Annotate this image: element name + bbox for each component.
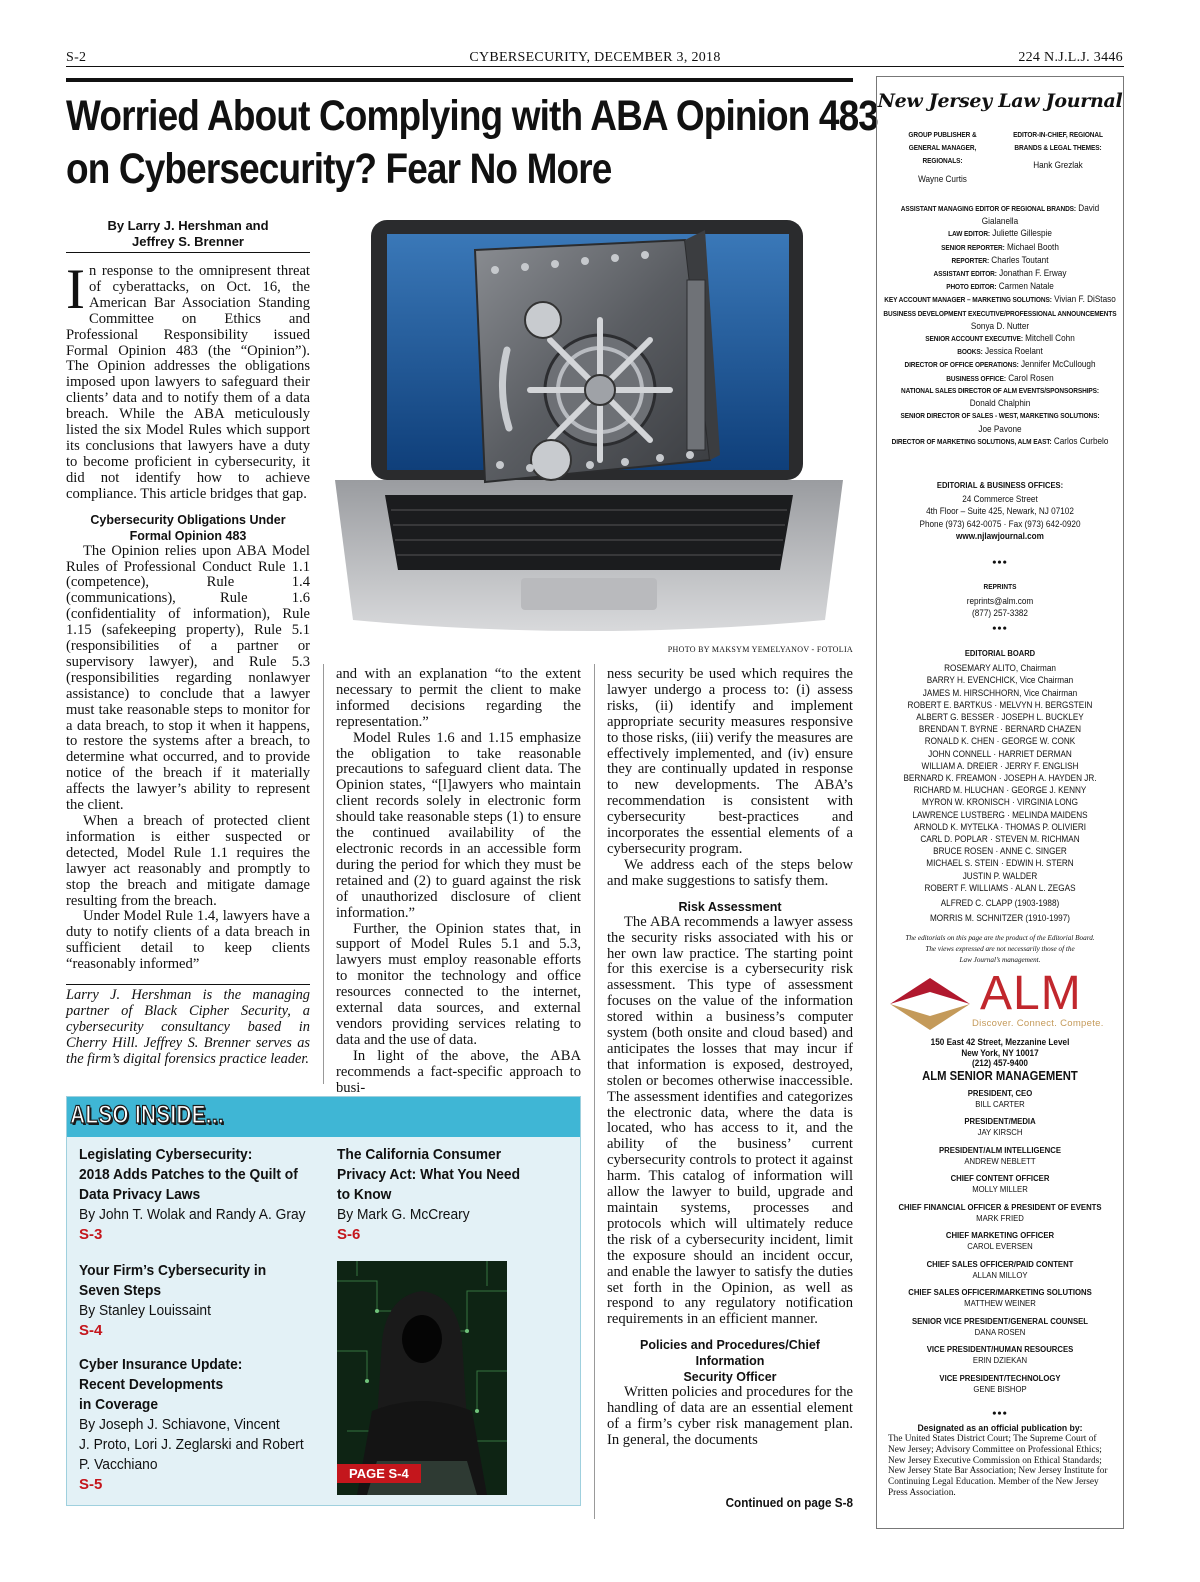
mgmt-role: CHIEF CONTENT OFFICER	[950, 1173, 1050, 1183]
management-list	[879, 1081, 1120, 1395]
also-item-title: Legislating Cybersecurity:	[79, 1146, 253, 1163]
drop-cap: I	[66, 258, 85, 321]
paragraph: Model Rules 1.6 and 1.15 emphasize the obligation to take reasonable precautions to safeguard client data. The Opinion states, “[l]awyers who maintain client records solely in electronic form should take reasonable steps (1) to ensure the continued availability of the electronic records in an accessible form during the period for which they must be retained and (2) to guard against the risk of unauthorized disclosure of client information.”	[336, 729, 581, 921]
mgmt-role: PRESIDENT, CEO	[967, 1087, 1033, 1098]
also-item-title: Your Firm’s Cybersecurity in	[79, 1262, 267, 1279]
also-item-title: Privacy Act: What You Need	[337, 1166, 521, 1183]
laptop-vault-illustration	[325, 210, 853, 642]
article-column-3	[607, 667, 853, 1485]
also-inside-title: ALSO INSIDE...	[70, 1101, 225, 1129]
page-tag: PAGE S-4	[337, 1464, 421, 1483]
official-text: The United States District Court; The Supreme Court of New Jersey; Advisory Committee on Professional Ethics; New Jersey Executive Commission on Ethical Standards; New Jersey State Bar Association; New Jersey Institute for Continuing Legal Education. Member of the New Jersey Press Association.	[888, 1434, 1108, 1498]
board-member: BRENDAN T. BYRNE · BERNARD CHAZEN	[918, 724, 1082, 735]
mgmt-role: VICE PRESIDENT/HUMAN RESOURCES	[926, 1344, 1074, 1354]
bio-rule	[66, 984, 310, 985]
role: BRANDS & LEGAL THEMES:	[1014, 143, 1102, 153]
byline-line-2: Jeffrey S. Brenner	[132, 234, 244, 249]
article-column-2	[336, 666, 581, 1096]
continued-link[interactable]: Continued on page S-8	[725, 1495, 853, 1510]
name: Wayne Curtis	[918, 173, 967, 184]
also-item-author: By Joseph J. Schiavone, Vincent	[79, 1416, 280, 1433]
subhead-obligations-1: Cybersecurity Obligations Under	[90, 512, 286, 527]
subhead-obligations-2: Formal Opinion 483	[129, 528, 247, 543]
also-item-page: S-5	[79, 1476, 103, 1493]
paragraph: The Opinion relies upon ABA Model Rules of Professional Conduct Rule 1.1 (competence), Rule 1.4 (communications), Rule 1.6 (confidentiality of information), Rule 1.15 (safekeeping property), Rule 5.1 (responsibilities of a partner or supervisory lawyer), and Rule 5.3 (responsibilities regarding nonlawyer assistance) to conclude that a lawyer must take reasonable steps to monitor for a data breach, to stop it when it happens, to restore the systems after a breach, to determine what occurred, and to provide notice of the breach if it materially affects the lawyer’s ability to represent the client.	[66, 542, 310, 814]
also-item-title: The California Consumer	[337, 1146, 502, 1163]
mgmt-name: GENE BISHOP	[973, 1383, 1027, 1394]
volume-ref: 224 N.J.L.J. 3446	[1018, 50, 1123, 65]
board-member: ALBERT G. BESSER · JOSEPH L. BUCKLEY	[916, 712, 1084, 723]
subhead-risk-assessment: Risk Assessment	[678, 899, 782, 914]
keyboard	[385, 495, 793, 570]
paragraph: In light of the above, the ABA recommends a fact-specific approach to busi-	[336, 1047, 581, 1096]
byline-rule	[66, 252, 310, 253]
board-member: BERNARD K. FREAMON · JOSEPH A. HAYDEN JR.	[903, 773, 1097, 784]
vault-dial-top	[525, 302, 561, 338]
offices: EDITORIAL & BUSINESS OFFICES: 24 Commerce Street 4th Floor – Suite 425, Newark, NJ 07102 Phone (973) 642-0075 · Fax (973) 642-0920 www.njlawjournal.com	[919, 480, 1081, 541]
name: Hank Grezlak	[1033, 160, 1083, 171]
subhead-policies-1: Policies and Procedures/Chief Information	[640, 1338, 820, 1369]
board-member: ROBERT E. BARTKUS · MELVYN H. BERGSTEIN	[907, 699, 1093, 710]
paragraph: and with an explanation “to the extent necessary to permit the client to make informed decisions regarding the representation.”	[336, 666, 581, 730]
mgmt-role: CHIEF FINANCIAL OFFICER & PRESIDENT OF EVENTS	[898, 1201, 1102, 1212]
byline-line-1: By Larry J. Hershman and	[107, 218, 269, 233]
editorial-board: EDITORIAL BOARD ROSEMARY ALITO, Chairman BARRY H. EVENCHICK, Vice Chairman JAMES M. HIRSCHHORN, Vice Chairman ROBERT E. BARTKUS · MELVYN H. BERGSTEIN ALBERT G. BESSER · JOSEPH L. BUCKLEY BRENDAN T. BYRNE · BERNARD CHAZEN RONALD K. CHEN · GEORGE W. CONK JOHN CONNELL · HARRIET DERMAN WILLIAM A. DREIER · JERRY F. ENGLISH BERNARD K. FREAMON · JOSEPH A. HAYDEN JR. RICHARD M. HLUCHAN · GEORGE J. KENNY MYRON W. KRONISCH · VIRGINIA LONG LAWRENCE LUSTBERG · MELINDA MAIDENS ARNOLD K. MYTELKA · THOMAS P. OLIVIERI CARL D. POPLAR · STEVEN M. RICHMAN BRUCE ROSEN · ANNE C. SINGER MICHAEL S. STEIN · EDWIN H. STERN JUSTIN P. WALDER ROBERT F. WILLIAMS · ALAN L. ZEGAS ALFRED C. CLAPP (1903-1988) MORRIS M. SCHNITZER (1910-1997)	[882, 647, 1118, 924]
role: GROUP PUBLISHER &	[908, 130, 977, 139]
mgmt-role: PRESIDENT/MEDIA	[964, 1116, 1036, 1126]
board-member: JUSTIN P. WALDER	[962, 870, 1038, 881]
mgmt-name: MOLLY MILLER	[972, 1184, 1028, 1194]
hooded-hacker-illustration	[337, 1261, 507, 1495]
mgmt-title: ALM SENIOR MANAGEMENT	[922, 1069, 1078, 1083]
vault-hinge	[687, 280, 705, 450]
also-item-author: By Stanley Louissaint	[79, 1302, 211, 1319]
mgmt-name: CAROL EVERSEN	[967, 1241, 1033, 1251]
also-item-author: P. Vacchiano	[79, 1456, 158, 1473]
board-member: BARRY H. EVENCHICK, Vice Chairman	[926, 675, 1074, 686]
hacker-photo	[337, 1261, 507, 1495]
mgmt-name: DANA ROSEN	[974, 1326, 1026, 1337]
also-item-title: Seven Steps	[79, 1282, 162, 1299]
paragraph: When a breach of protected client information is either suspected or detected, Model Rule 1.1 requires the lawyer act reasonably and promptly to stop the breach and mitigate damage resulting from the breach.	[66, 813, 310, 909]
paragraph: Further, the Opinion states that, in support of Model Rules 5.1 and 5.3, lawyers must employ reasonable efforts to monitor the technology and office resources connected to the internet, external data sources, and external vendors providing services relating to data and the use of data.	[336, 920, 581, 1048]
section-date: CYBERSECURITY, DECEMBER 3, 2018	[469, 50, 721, 65]
board-member: ARNOLD K. MYTELKA · THOMAS P. OLIVIERI	[913, 821, 1087, 832]
role: GENERAL MANAGER, REGIONALS:	[908, 143, 977, 166]
mgmt-role: SENIOR VICE PRESIDENT/GENERAL COUNSEL	[911, 1315, 1089, 1326]
also-item-page: S-3	[79, 1226, 103, 1243]
page-number: S-2	[66, 50, 87, 65]
board-member: JAMES M. HIRSCHHORN, Vice Chairman	[922, 687, 1078, 698]
also-inside-box	[66, 1096, 581, 1506]
role: EDITOR-IN-CHIEF, REGIONAL	[1013, 130, 1103, 139]
mgmt-role: VICE PRESIDENT/TECHNOLOGY	[939, 1372, 1061, 1383]
mgmt-name: MARK FRIED	[976, 1212, 1024, 1223]
mgmt-name: JAY KIRSCH	[977, 1127, 1023, 1137]
mgmt-name: MATTHEW WEINER	[964, 1298, 1036, 1308]
board-member: ROSEMARY ALITO, Chairman	[944, 663, 1056, 674]
headline-line-1: Worried About Complying with ABA Opinion 483	[66, 92, 879, 140]
photo-credit: PHOTO BY MAKSYM YEMELYANOV - FOTOLIA	[667, 645, 853, 654]
sales-list: NATIONAL SALES DIRECTOR OF ALM EVENTS/SPONSORSHIPS: Donald Chalphin SENIOR DIRECTOR OF SALES - WEST, MARKETING SOLUTIONS: Joe Pavone DIRECTOR OF MARKETING SOLUTIONS, ALM EAST: Carlos Curbelo	[891, 386, 1109, 446]
board-member: WILLIAM A. DREIER · JERRY F. ENGLISH	[921, 760, 1079, 771]
also-item-title: Recent Developments	[79, 1376, 224, 1393]
also-item-page: S-4	[79, 1322, 103, 1339]
alm-wordmark: ALM	[980, 967, 1082, 1020]
author-bio: Larry J. Hershman is the managing partner of Black Cipher Security, a cybersecurity consultancy based in Cherry Hill. Jeffrey S. Brenner serves as the firm’s digital forensics practice leader.	[66, 987, 310, 1067]
mgmt-role: CHIEF SALES OFFICER/PAID CONTENT	[926, 1258, 1074, 1269]
also-item-author: By Mark G. McCreary	[337, 1206, 470, 1223]
separator-dots: •••	[992, 555, 1008, 569]
trackpad	[521, 578, 657, 610]
also-item-title: to Know	[337, 1186, 392, 1203]
mgmt-name: ERIN DZIEKAN	[972, 1355, 1028, 1365]
paragraph: Written policies and procedures for the handling of data are an essential element of a firm’s cyber risk management plan. In general, the documents	[607, 1384, 853, 1448]
paragraph: Under Model Rule 1.4, lawyers have a duty to notify clients of a data breach in sufficient detail to keep clients “reasonably informed”	[66, 908, 310, 973]
laptop-vault-photo	[325, 210, 853, 642]
mgmt-name: ANDREW NEBLETT	[964, 1155, 1036, 1166]
official-title: Designated as an official publication by:	[917, 1423, 1083, 1434]
mgmt-role: CHIEF MARKETING OFFICER	[945, 1230, 1055, 1240]
alm-tagline: Discover. Connect. Compete.	[972, 1018, 1104, 1029]
mgmt-name: BILL CARTER	[975, 1098, 1025, 1109]
paragraph: We address each of the steps below and make suggestions to satisfy them.	[607, 856, 853, 889]
also-item-title: 2018 Adds Patches to the Quilt of	[79, 1166, 298, 1183]
reprints: REPRINTS reprints@alm.com (877) 257-3382	[966, 582, 1034, 619]
staff-list: ASSISTANT MANAGING EDITOR OF REGIONAL BRANDS: David Gialanella LAW EDITOR: Juliette Gillespie SENIOR REPORTER: Michael Booth REPORTER: Charles Toutant ASSISTANT EDITOR: Jonathan F. Erway PHOTO EDITOR: Carmen Natale KEY ACCOUNT MANAGER – MARKETING SOLUTIONS: Vivian F. DiStaso BUSINESS DEVELOPMENT EXECUTIVE/PROFESSIONAL ANNOUNCEMENTS Sonya D. Nutter SENIOR ACCOUNT EXECUTIVE: Mitchell Cohn BOOKS: Jessica Roelant DIRECTOR OF OFFICE OPERATIONS: Jennifer McCullough BUSINESS OFFICE: Carol Rosen	[883, 203, 1117, 383]
mgmt-role: PRESIDENT/ALM INTELLIGENCE	[938, 1144, 1062, 1155]
headline-line-2: on Cybersecurity? Fear No More	[66, 145, 612, 193]
board-member: MYRON W. KRONISCH · VIRGINIA LONG	[922, 797, 1078, 808]
board-member: MICHAEL S. STEIN · EDWIN H. STERN	[926, 858, 1074, 869]
newspaper-logo: New Jersey Law Journal	[877, 90, 1123, 112]
paragraph: ness security be used which requires the lawyer undergo a process to: (i) assess risks, (ii) identify and implement appropriate security measures responsive to those risks, (iii) verify the measures are effectively implemented, and (iv) ensure they are continually updated in response to new developments. The ABA’s recommendation is consistent with cybersecurity best-practices and incorporates the essential elements of a cybersecurity program.	[607, 666, 853, 857]
also-item-title: Data Privacy Laws	[79, 1186, 201, 1203]
board-member: BRUCE ROSEN · ANNE C. SINGER	[933, 846, 1067, 857]
headline-rule	[66, 78, 853, 82]
column-divider	[323, 664, 324, 1084]
mgmt-role: CHIEF SALES OFFICER/MARKETING SOLUTIONS	[908, 1287, 1092, 1297]
alm-address: 150 East 42 Street, Mezzanine Level New York, NY 10017 (212) 457-9400	[930, 1037, 1070, 1068]
header-rule	[66, 66, 1124, 67]
subhead-policies-2: Security Officer	[683, 1370, 777, 1385]
also-item-title: in Coverage	[79, 1396, 159, 1413]
alm-logo	[890, 967, 1120, 1034]
board-member: RONALD K. CHEN · GEORGE W. CONK	[924, 736, 1076, 747]
disclaimer: The editorials on this page are the product of the Editorial Board. The views expressed are not necessarily those of the Law Journal’s management.	[905, 933, 1095, 964]
also-inside-bar	[67, 1097, 580, 1137]
also-item[interactable]	[79, 1261, 329, 1341]
also-item[interactable]	[337, 1145, 572, 1245]
board-member: MORRIS M. SCHNITZER (1910-1997)	[929, 913, 1071, 924]
also-item-page: S-6	[337, 1226, 361, 1243]
column-divider	[594, 664, 595, 1519]
also-item[interactable]	[79, 1355, 329, 1495]
board-member: RICHARD M. HLUCHAN · GEORGE J. KENNY	[913, 785, 1087, 796]
board-member: ALFRED C. CLAPP (1903-1988)	[940, 898, 1060, 909]
article-column-1	[66, 258, 310, 974]
also-item-title: Cyber Insurance Update:	[79, 1356, 243, 1373]
also-item[interactable]	[79, 1145, 329, 1245]
alm-logo-mark	[890, 972, 970, 1034]
board-member: JOHN CONNELL · HARRIET DERMAN	[928, 748, 1072, 759]
vault-dial-bottom	[531, 440, 571, 480]
intro-paragraph: n response to the omnipresent threat of cyberattacks, on Oct. 16, the American Bar Association Standing Committee on Ethics and Professional Responsibility issued Formal Opinion 483 (the “Opinion”). The Opinion addresses the obligations imposed upon lawyers to safeguard their clients’ data and to notify them of a data breach. While the ABA meticulously listed the six Model Rules which support its conclusions that lawyers have a duty to become proficient in cybersecurity, it did not identify how to achieve compliance. This article bridges that gap.	[66, 263, 310, 502]
separator-dots: •••	[992, 621, 1008, 635]
board-member: ROBERT F. WILLIAMS · ALAN L. ZEGAS	[924, 882, 1076, 893]
board-member: LAWRENCE LUSTBERG · MELINDA MAIDENS	[912, 809, 1088, 820]
board-member: CARL D. POPLAR · STEVEN M. RICHMAN	[920, 834, 1080, 845]
byline	[66, 218, 310, 250]
editor-in-chief	[1007, 128, 1109, 172]
group-publisher	[892, 128, 993, 185]
mgmt-name: ALLAN MILLOY	[972, 1269, 1028, 1280]
paragraph: The ABA recommends a lawyer assess the security risks associated with his or her own law practice. The starting point for this exercise is a cybersecurity risk assessment. This type of assessment focuses on the value of the information stored within a business’s computer system (both onsite and cloud based) and anticipates the losses that may incur if that information is exposed, destroyed, stolen or becomes otherwise inaccessible. The assessment identifies and categorizes the electronic data, where the data is located, who has access to it, and the ability of the business’ current cybersecurity controls to protect it against harm. This catalog of information will allow the lawyer to build, upgrade and maintain systems, processes and protocols which will ultimately reduce the risk of a cybersecurity incident, limit the exposure should an incident occur, and enable the lawyer to satisfy the duties set forth in the Opinion, as well as respond to any regulatory notification requirements in an efficient manner.	[607, 913, 853, 1328]
also-item-author: By John T. Wolak and Randy A. Gray	[79, 1206, 306, 1223]
also-item-author: J. Proto, Lori J. Zeglarski and Robert	[79, 1436, 304, 1453]
separator-dots: •••	[992, 1406, 1008, 1420]
